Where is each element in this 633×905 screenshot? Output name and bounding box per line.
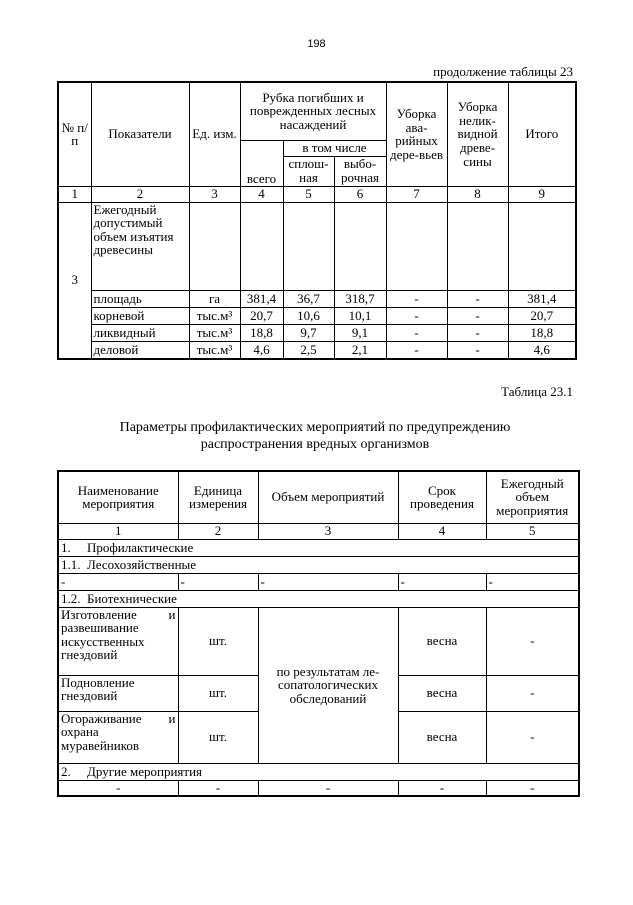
- cell-total: 20,7: [240, 307, 283, 324]
- table-label: Таблица 23.1: [501, 384, 573, 399]
- cell-sum: 381,4: [508, 290, 576, 307]
- cell-dash: -: [398, 573, 486, 590]
- activity-annual: -: [486, 675, 579, 711]
- cell-total: 4,6: [240, 341, 283, 359]
- cell-clear: 36,7: [283, 290, 334, 307]
- header-selective: выбо-рочная: [334, 156, 386, 186]
- table-row: [58, 324, 576, 341]
- cell-dash: -: [258, 780, 398, 796]
- cell-clear: 10,6: [283, 307, 334, 324]
- cell-sum: 4,6: [508, 341, 576, 359]
- row-unit: тыс.м³: [189, 341, 240, 359]
- section-heading: 1. Профилактические: [58, 539, 579, 556]
- section-heading: 1.2. Биотехнические: [58, 590, 579, 607]
- cell-dash: -: [486, 573, 579, 590]
- page-number: 198: [307, 38, 326, 50]
- header-volume: Объем мероприятий: [258, 471, 398, 523]
- activity-name: Изготовление и развешивание искусственных гнездовий: [58, 607, 178, 675]
- activity-unit: шт.: [178, 711, 258, 763]
- cell-selective: 318,7: [334, 290, 386, 307]
- cell-nonliquid: -: [447, 307, 508, 324]
- cell-selective: 9,1: [334, 324, 386, 341]
- row-number: 3: [58, 202, 91, 359]
- continuation-note: продолжение таблицы 23: [433, 64, 573, 79]
- col-number: 2: [178, 523, 258, 539]
- cell-total: 381,4: [240, 290, 283, 307]
- cell-selective: 10,1: [334, 307, 386, 324]
- cell-nonliquid: -: [447, 324, 508, 341]
- activity-term: весна: [398, 607, 486, 675]
- header-nonliquid: Уборка нелик-видной древе-сины: [447, 82, 508, 186]
- header-unit: Ед. изм.: [189, 82, 240, 186]
- row-name: корневой: [91, 307, 189, 324]
- cell-clear: 2,5: [283, 341, 334, 359]
- header-clear: сплош-ная: [283, 156, 334, 186]
- col-number: 8: [447, 186, 508, 202]
- table-row: [58, 607, 579, 675]
- row-name: ликвидный: [91, 324, 189, 341]
- header-indicators: Показатели: [91, 82, 189, 186]
- col-number: 7: [386, 186, 447, 202]
- col-number: 1: [58, 186, 91, 202]
- row-name: деловой: [91, 341, 189, 359]
- cell-selective: 2,1: [334, 341, 386, 359]
- volume-merged: по результатам ле-сопатологических обследований: [258, 607, 398, 763]
- cell-total: 18,8: [240, 324, 283, 341]
- row-unit: тыс.м³: [189, 324, 240, 341]
- cell-emergency: -: [386, 307, 447, 324]
- header-emergency: Уборка ава-рийных дере-вьев: [386, 82, 447, 186]
- activity-annual: -: [486, 607, 579, 675]
- cell-emergency: -: [386, 341, 447, 359]
- cell-sum: 20,7: [508, 307, 576, 324]
- header-felling: Рубка погибших и поврежденных лесных насаждений: [240, 82, 386, 140]
- table-23-continuation: [57, 81, 577, 360]
- cell-dash: -: [178, 573, 258, 590]
- cell-dash: -: [58, 780, 178, 796]
- header-total: всего: [240, 140, 283, 186]
- col-number: 5: [283, 186, 334, 202]
- table-row: [58, 573, 579, 590]
- header-annual: Ежегодный объем мероприятия: [486, 471, 579, 523]
- col-number: 5: [486, 523, 579, 539]
- table-row: [58, 780, 579, 796]
- col-number: 3: [189, 186, 240, 202]
- table-row: [58, 290, 576, 307]
- activity-annual: -: [486, 711, 579, 763]
- cell-emergency: -: [386, 290, 447, 307]
- cell-emergency: -: [386, 324, 447, 341]
- cell-dash: -: [178, 780, 258, 796]
- cell-dash: -: [258, 573, 398, 590]
- header-num: № п/п: [58, 82, 91, 186]
- table-title: Параметры профилактических мероприятий по предупреждению распространения вредных организмов: [119, 420, 511, 452]
- cell-dash: -: [486, 780, 579, 796]
- col-number: 2: [91, 186, 189, 202]
- table-row: [58, 341, 576, 359]
- activity-term: весна: [398, 675, 486, 711]
- table-row: [58, 307, 576, 324]
- row-unit: тыс.м³: [189, 307, 240, 324]
- activity-name: Подновление гнездовий: [58, 675, 178, 711]
- col-number: 3: [258, 523, 398, 539]
- header-unit: Единица измерения: [178, 471, 258, 523]
- row-title: Ежегодный допустимый объем изъятия древесины: [91, 202, 189, 290]
- col-number: 4: [398, 523, 486, 539]
- header-term: Срок проведения: [398, 471, 486, 523]
- col-number: 1: [58, 523, 178, 539]
- cell-dash: -: [58, 573, 178, 590]
- activity-unit: шт.: [178, 675, 258, 711]
- activity-term: весна: [398, 711, 486, 763]
- cell-nonliquid: -: [447, 290, 508, 307]
- cell-nonliquid: -: [447, 341, 508, 359]
- activity-name: Огораживание и охрана муравейников: [58, 711, 178, 763]
- row-unit: га: [189, 290, 240, 307]
- section-heading: 2. Другие мероприятия: [58, 763, 579, 780]
- header-name: Наименование мероприятия: [58, 471, 178, 523]
- header-sum: Итого: [508, 82, 576, 186]
- cell-clear: 9,7: [283, 324, 334, 341]
- table-23-1: [57, 470, 580, 797]
- cell-sum: 18,8: [508, 324, 576, 341]
- col-number: 9: [508, 186, 576, 202]
- activity-unit: шт.: [178, 607, 258, 675]
- col-number: 4: [240, 186, 283, 202]
- section-heading: 1.1. Лесохозяйственные: [58, 556, 579, 573]
- col-number: 6: [334, 186, 386, 202]
- header-including: в том числе: [283, 140, 386, 156]
- row-name: площадь: [91, 290, 189, 307]
- cell-dash: -: [398, 780, 486, 796]
